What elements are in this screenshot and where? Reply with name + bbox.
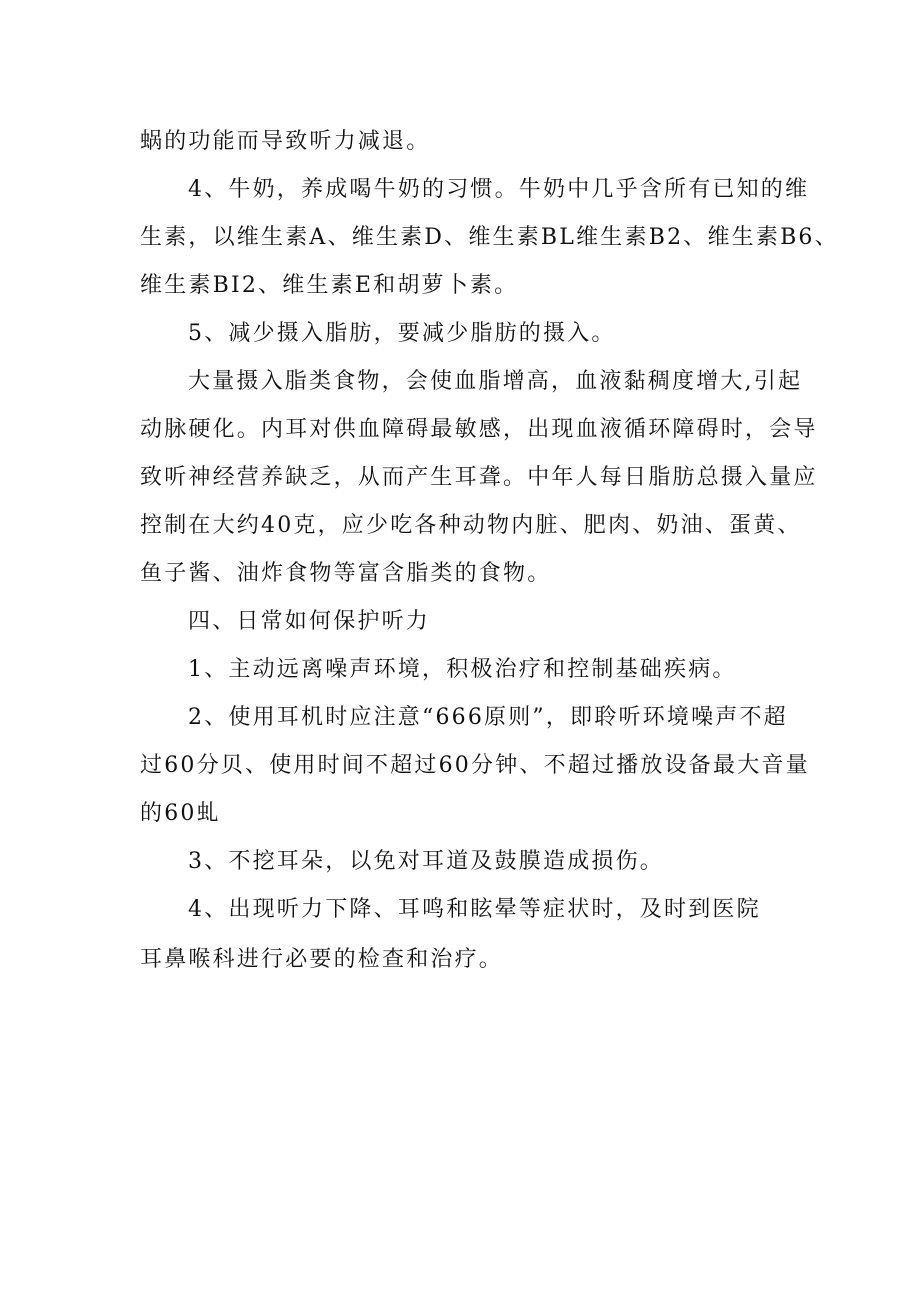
text-line-10: 鱼子酱、油炸食物等富含脂类的食物。 (140, 561, 552, 586)
text-line-13: 2、使用耳机时应注意“666原则”，即聆听环境噪声不超 (188, 705, 788, 730)
text-line-2: 4、牛奶，养成喝牛奶的习惯。牛奶中几乎含所有已知的维 (188, 177, 810, 202)
text-line-18: 耳鼻喉科进行必要的检查和治疗。 (140, 947, 504, 972)
text-line-8: 致听神经营养缺乏，从而产生耳聋。中年人每日脂肪总摄入量应 (140, 465, 818, 490)
text-line-9: 控制在大约40克，应少吃各种动物内脏、肥肉、奶油、蛋黄、 (140, 513, 802, 538)
text-line-1: 蜗的功能而导致听力减退。 (140, 129, 431, 154)
text-line-16: 3、不挖耳朵，以免对耳道及鼓膜造成损伤。 (188, 849, 664, 874)
text-line-5: 5、减少摄入脂肪，要减少脂肪的摄入。 (188, 321, 616, 346)
text-line-12: 1、主动远离噪声环境，积极治疗和控制基础疾病。 (188, 657, 737, 682)
text-line-4: 维生素BI2、维生素E和胡萝卜素。 (140, 273, 519, 298)
section-heading: 四、日常如何保护听力 (188, 609, 431, 634)
text-line-7: 动脉硬化。内耳对供血障碍最敏感，出现血液循环障碍时，会导 (140, 417, 818, 442)
text-line-15: 的60虬 (140, 801, 221, 826)
text-line-14: 过60分贝、使用时间不超过60分钟、不超过播放设备最大音量 (140, 753, 810, 778)
text-line-3: 生素，以维生素A、维生素D、维生素BL维生素B2、维生素B6、 (140, 225, 839, 250)
text-line-17: 4、出现听力下降、耳鸣和眩晕等症状时，及时到医院 (188, 897, 761, 922)
text-line-6: 大量摄入脂类食物，会使血脂增高，血液黏稠度增大,引起 (188, 369, 803, 394)
